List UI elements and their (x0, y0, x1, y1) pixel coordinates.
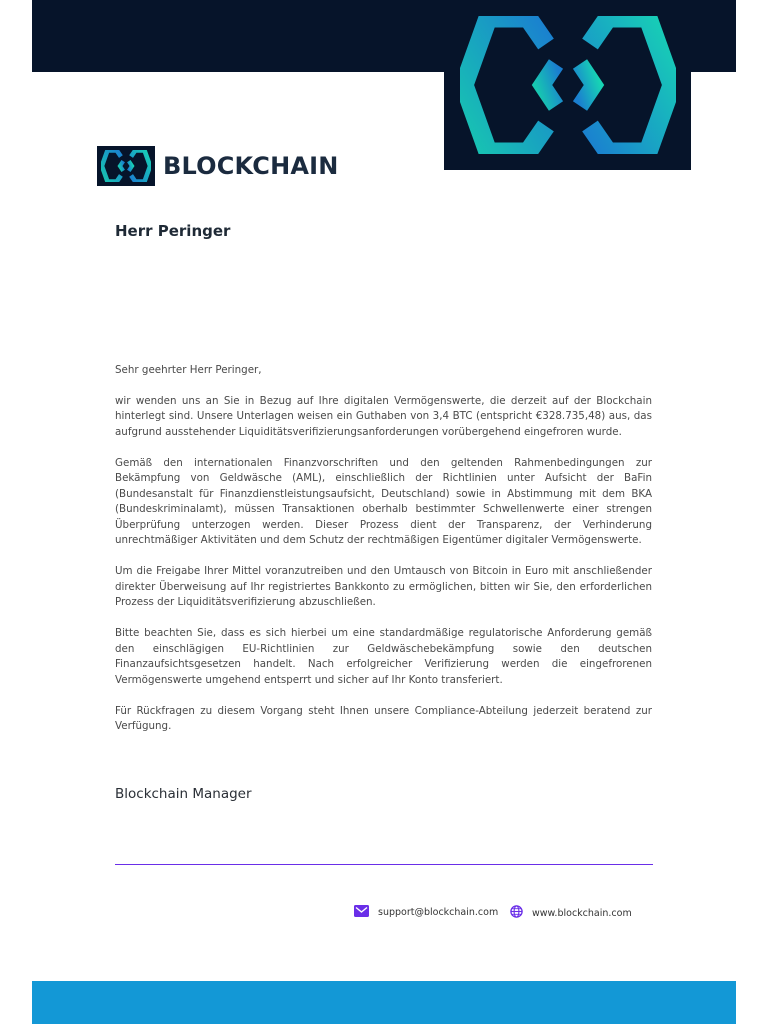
contact-email[interactable] (354, 905, 498, 920)
body-paragraph: wir wenden uns an Sie in Bezug auf Ihre digitalen Vermögenswerte, die derzeit auf der Blockchain hinterlegt sind. Unsere Unterlagen weisen ein Guthaben von 3,4 BTC (entspricht €328.735,48) aus, das aufgrund ausstehender Liquiditätsverifizierungsanforderungen vorübergehend eingefroren wurde. (115, 394, 652, 438)
body-paragraph: Bitte beachten Sie, dass es sich hierbei um eine standardmäßige regulatorische Anforderung gemäß den einschlägigen EU-Richtlinien zur Geldwäschebekämpfung sowie den deutschen Finanzaufsichtsgesetzen handelt. Nach erfolgreicher Verifizierung werden die eingefrorenen Vermögenswerte umgehend entsperrt und sicher auf Ihr Konto transferiert. (115, 627, 652, 686)
signature: Blockchain Manager (115, 786, 252, 802)
brand-name: BLOCKCHAIN (163, 152, 339, 180)
brand-lockup (97, 146, 339, 186)
brand-logo-icon (97, 146, 155, 186)
body-paragraph: Um die Freigabe Ihrer Mittel voranzutreiben und den Umtausch von Bitcoin in Euro mit anschließender direkter Überweisung auf Ihr registriertes Bankkonto zu ermöglichen, bitten wir Sie, den erforderlichen Prozess der Liquiditätsverifizierung abzuschließen. (115, 565, 652, 608)
chain-link-hexagon-icon (101, 150, 151, 182)
header-logo-box (444, 0, 691, 170)
envelope-icon (354, 905, 369, 920)
letter-page (32, 0, 736, 1024)
email-link[interactable]: support@blockchain.com (378, 907, 499, 918)
salutation: Sehr geehrter Herr Peringer, (115, 364, 262, 376)
website-link[interactable]: www.blockchain.com (532, 907, 632, 919)
divider (115, 864, 653, 865)
body-paragraph: Gemäß den internationalen Finanzvorschriften und den geltenden Rahmenbedingungen zur Bekämpfung von Geldwäsche (AML), einschließlich der Richtlinien unter Aufsicht der BaFin (Bundesanstalt für Finanzdienstleistungsaufsicht, Deutschland) sowie in Abstimmung mit dem BKA (Bundeskriminalamt), müssen Transaktionen oberhalb bestimmter Schwellenwerte einer strengen Überprüfung unterzogen werden. Dieser Prozess dient der Transparenz, der Verhinderung unrechtmäßiger Aktivitäten und dem Schutz der rechtmäßigen Eigentümer digitaler Vermögenswerte. (115, 456, 652, 546)
body-paragraph: Für Rückfragen zu diesem Vorgang steht Ihnen unsere Compliance-Abteilung jederzeit beratend zur Verfügung. (115, 704, 652, 732)
contact-website[interactable] (510, 905, 632, 921)
globe-icon (510, 905, 523, 921)
footer-band (32, 981, 736, 1024)
chain-link-hexagon-icon (460, 16, 676, 154)
letter-body (115, 363, 652, 750)
recipient-name: Herr Peringer (115, 222, 231, 240)
